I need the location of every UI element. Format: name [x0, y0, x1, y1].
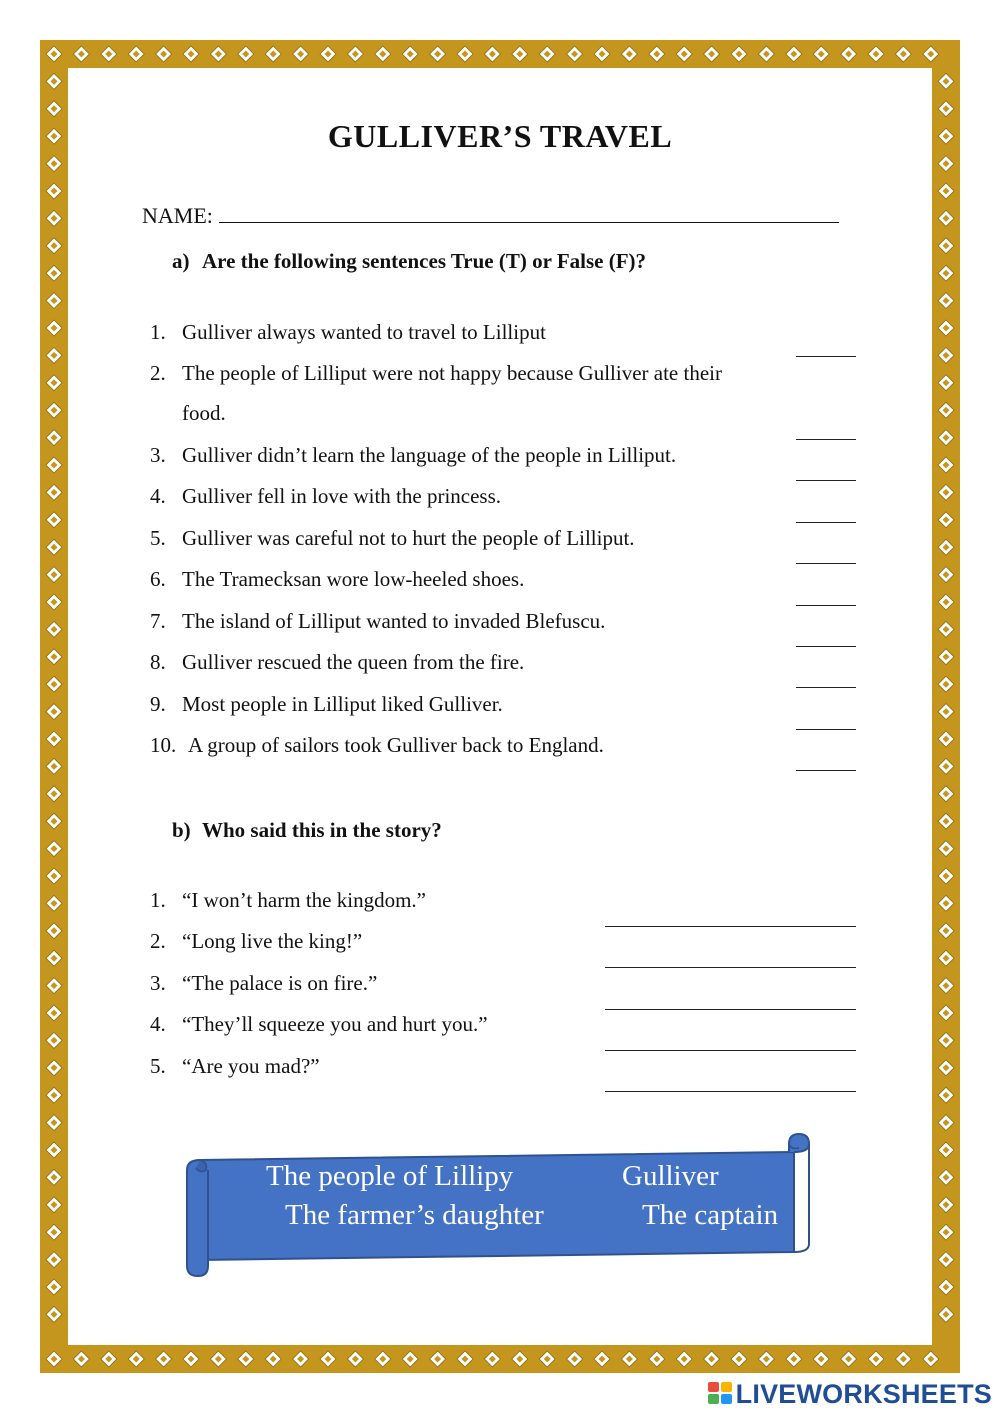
item-text: Gulliver didn’t learn the language of the people in Lilliput. [182, 443, 677, 467]
speaker-answer-blank-1[interactable] [605, 926, 856, 927]
item-number: 4. [150, 1012, 166, 1036]
item-text: Gulliver was careful not to hurt the people of Lilliput. [182, 526, 635, 550]
quote-item-2 [150, 929, 362, 954]
section-b-letter: b) [172, 818, 191, 842]
name-blank-line[interactable] [219, 204, 839, 223]
liveworksheets-logo[interactable] [708, 1378, 992, 1410]
section-a-heading [172, 249, 646, 274]
item-number: 10. [150, 733, 177, 757]
word-bank-option-4: The captain [642, 1199, 779, 1231]
section-b-heading [172, 818, 442, 843]
item-number: 3. [150, 971, 166, 995]
tf-answer-blank-1[interactable] [796, 356, 856, 357]
item-text: Gulliver fell in love with the princess. [182, 484, 502, 508]
word-bank-option-3: The farmer’s daughter [285, 1199, 544, 1231]
item-number: 5. [150, 1054, 166, 1078]
tf-item-1 [150, 320, 546, 345]
tf-answer-blank-3[interactable] [796, 480, 856, 481]
tf-item-2 [150, 361, 722, 386]
item-number: 5. [150, 526, 166, 550]
item-text: The island of Lilliput wanted to invaded Blefuscu. [182, 609, 606, 633]
tf-item-7 [150, 609, 605, 634]
item-text: “Are you mad?” [182, 1054, 320, 1078]
speaker-answer-blank-4[interactable] [605, 1050, 856, 1051]
item-text: Most people in Lilliput liked Gulliver. [182, 692, 503, 716]
quote-item-4 [150, 1012, 488, 1037]
word-bank-option-2: Gulliver [622, 1160, 719, 1192]
tf-answer-blank-2[interactable] [796, 439, 856, 440]
name-label: NAME: [142, 203, 213, 228]
item-text: “Long live the king!” [182, 929, 363, 953]
liveworksheets-logo-icon [708, 1382, 734, 1406]
tf-answer-blank-4[interactable] [796, 522, 856, 523]
tf-item-3 [150, 443, 676, 468]
tf-answer-blank-5[interactable] [796, 563, 856, 564]
item-number: 4. [150, 484, 166, 508]
tf-item-4 [150, 484, 501, 509]
item-number: 3. [150, 443, 166, 467]
section-a-letter: a) [172, 249, 190, 273]
word-bank-option-1: The people of Lillipy [266, 1160, 514, 1192]
tf-item-6 [150, 567, 524, 592]
speaker-answer-blank-5[interactable] [605, 1091, 856, 1092]
item-text: A group of sailors took Gulliver back to England. [188, 733, 604, 757]
speaker-answer-blank-3[interactable] [605, 1009, 856, 1010]
item-text: “I won’t harm the kingdom.” [182, 888, 426, 912]
tf-item-5 [150, 526, 635, 551]
tf-item-10 [150, 733, 604, 758]
name-field[interactable] [142, 203, 839, 229]
section-a-title: Are the following sentences True (T) or False (F)? [202, 249, 647, 273]
tf-answer-blank-9[interactable] [796, 729, 856, 730]
section-b-title: Who said this in the story? [202, 818, 442, 842]
item-number: 9. [150, 692, 166, 716]
quote-item-3 [150, 971, 377, 996]
item-text: Gulliver always wanted to travel to Lilliput [182, 320, 546, 344]
item-text: Gulliver rescued the queen from the fire. [182, 650, 525, 674]
item-text: “The palace is on fire.” [182, 971, 378, 995]
tf-item-2-continued: food. [182, 401, 226, 425]
item-text: The Tramecksan wore low-heeled shoes. [182, 567, 525, 591]
tf-item-9 [150, 692, 503, 717]
item-number: 2. [150, 929, 166, 953]
item-number: 2. [150, 361, 166, 385]
tf-answer-blank-8[interactable] [796, 687, 856, 688]
item-number: 1. [150, 888, 166, 912]
item-text: “They’ll squeeze you and hurt you.” [182, 1012, 488, 1036]
tf-item-8 [150, 650, 524, 675]
quote-item-5 [150, 1054, 320, 1079]
tf-answer-blank-7[interactable] [796, 646, 856, 647]
item-text: The people of Lilliput were not happy because Gulliver ate their [182, 361, 722, 385]
item-number: 1. [150, 320, 166, 344]
item-number: 8. [150, 650, 166, 674]
quote-item-1 [150, 888, 426, 913]
word-bank-banner [182, 1130, 814, 1280]
tf-answer-blank-6[interactable] [796, 605, 856, 606]
tf-answer-blank-10[interactable] [796, 770, 856, 771]
page-title: GULLIVER’S TRAVEL [327, 118, 673, 154]
item-number: 7. [150, 609, 166, 633]
item-number: 6. [150, 567, 166, 591]
logo-text: LIVEWORKSHEETS [735, 1378, 992, 1409]
speaker-answer-blank-2[interactable] [605, 967, 856, 968]
